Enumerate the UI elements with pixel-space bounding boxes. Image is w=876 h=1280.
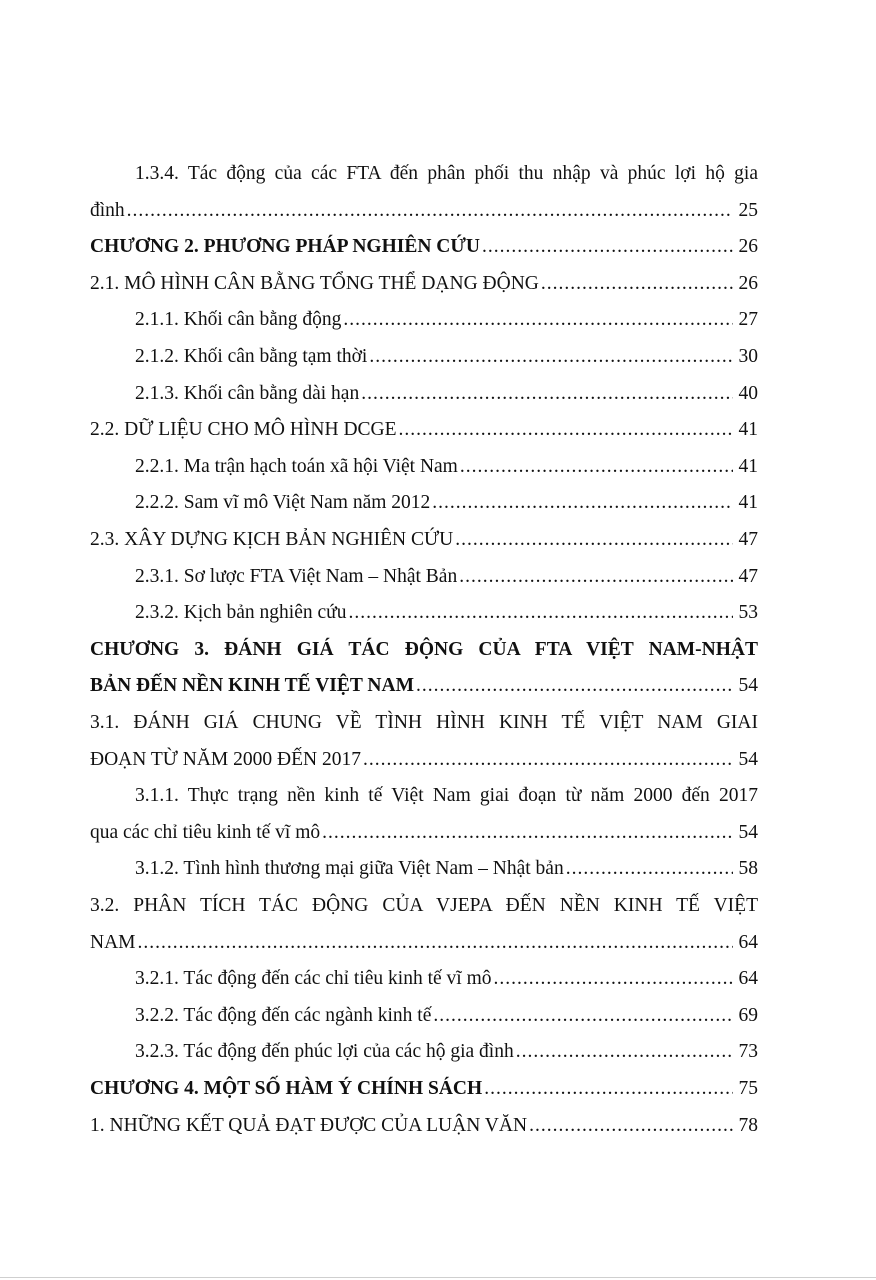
dot-leader [516, 1041, 733, 1063]
toc-entry-title: 3.1. ĐÁNH GIÁ CHUNG VỀ TÌNH HÌNH KINH TẾ VIỆT NAM GIAI [90, 712, 758, 733]
dot-leader [460, 456, 733, 478]
toc-page-number: 30 [738, 346, 758, 367]
toc-entry-title: 2.1.3. Khối cân bằng dài hạn [135, 383, 360, 404]
toc-entry-title: 3.2. PHÂN TÍCH TÁC ĐỘNG CỦA VJEPA ĐẾN NỀN KINH TẾ VIỆT [90, 895, 758, 916]
dot-leader [433, 1005, 733, 1027]
dot-leader [459, 566, 733, 588]
toc-entry[interactable] [90, 521, 758, 551]
dot-leader [541, 273, 733, 295]
dot-leader [484, 1078, 733, 1100]
toc-entry-title: 3.1.2. Tình hình thương mại giữa Việt Nam – Nhật bản [135, 858, 564, 879]
dot-leader [494, 968, 733, 990]
dot-leader [399, 419, 733, 441]
dot-leader [566, 858, 733, 880]
dot-leader [455, 529, 733, 551]
toc-page-number: 53 [738, 602, 758, 623]
toc-entry[interactable] [90, 667, 758, 697]
toc-entry-title: 2.3.2. Kịch bản nghiên cứu [135, 602, 347, 623]
toc-page-number: 47 [738, 529, 758, 550]
toc-entry-title: ĐOẠN TỪ NĂM 2000 ĐẾN 2017 [90, 749, 361, 770]
toc-page-number: 64 [738, 932, 758, 953]
toc-page-number: 54 [738, 822, 758, 843]
toc-entry[interactable] [90, 411, 758, 441]
toc-entry[interactable] [90, 192, 758, 222]
toc-entry-title: 2.2.1. Ma trận hạch toán xã hội Việt Nam [135, 456, 458, 477]
toc-entry-title: đình [90, 200, 125, 221]
toc-entry-title: 3.2.3. Tác động đến phúc lợi của các hộ gia đình [135, 1041, 514, 1062]
toc-entry-title: 2.1. MÔ HÌNH CÂN BẰNG TỔNG THỂ DẠNG ĐỘNG [90, 273, 539, 294]
toc-entry-title: 3.1.1. Thực trạng nền kinh tế Việt Nam giai đoạn từ năm 2000 đến 2017 [135, 785, 758, 806]
dot-leader [529, 1115, 733, 1137]
dot-leader [348, 602, 733, 624]
toc-entry[interactable] [90, 338, 758, 368]
toc-entry-title: NAM [90, 932, 136, 953]
toc-entry-title: 3.2.2. Tác động đến các ngành kinh tế [135, 1005, 432, 1026]
toc-entry-line[interactable] [90, 704, 758, 734]
toc-entry[interactable] [90, 228, 758, 258]
toc-page-number: 41 [738, 492, 758, 513]
toc-page-number: 73 [738, 1041, 758, 1062]
toc-entry-title: 2.3. XÂY DỰNG KỊCH BẢN NGHIÊN CỨU [90, 529, 454, 550]
toc-entry[interactable] [90, 924, 758, 954]
toc-entry-title: 2.3.1. Sơ lược FTA Việt Nam – Nhật Bản [135, 566, 458, 587]
dot-leader [416, 675, 733, 697]
toc-entry-title: 2.1.1. Khối cân bằng động [135, 309, 342, 330]
toc-entry-title: qua các chỉ tiêu kinh tế vĩ mô [90, 822, 321, 843]
dot-leader [361, 383, 733, 405]
toc-page-number: 58 [738, 858, 758, 879]
toc-entry-line[interactable] [90, 887, 758, 917]
dot-leader [127, 200, 733, 222]
toc-page-number: 41 [738, 419, 758, 440]
toc-entry-title: 1. NHỮNG KẾT QUẢ ĐẠT ĐƯỢC CỦA LUẬN VĂN [90, 1115, 528, 1136]
dot-leader [482, 236, 733, 258]
toc-entry[interactable] [90, 265, 758, 295]
toc-page-number: 47 [738, 566, 758, 587]
toc-page-number: 25 [738, 200, 758, 221]
toc-page-number: 69 [738, 1005, 758, 1026]
toc-page-number: 54 [738, 675, 758, 696]
dot-leader [369, 346, 733, 368]
toc-entry[interactable] [90, 484, 758, 514]
toc-entry[interactable] [90, 741, 758, 771]
toc-entry[interactable] [90, 301, 758, 331]
toc-entry[interactable] [90, 814, 758, 844]
toc-page-number: 64 [738, 968, 758, 989]
page-bottom-edge [0, 1277, 876, 1278]
toc-entry-title: CHƯƠNG 2. PHƯƠNG PHÁP NGHIÊN CỨU [90, 236, 480, 257]
dot-leader [343, 309, 733, 331]
toc-entry[interactable] [90, 558, 758, 588]
toc-page-number: 26 [738, 236, 758, 257]
toc-entry-title: 3.2.1. Tác động đến các chỉ tiêu kinh tế vĩ mô [135, 968, 492, 989]
toc-page-number: 40 [738, 383, 758, 404]
toc-entry-title: 2.2.2. Sam vĩ mô Việt Nam năm 2012 [135, 492, 431, 513]
toc-page-number: 54 [738, 749, 758, 770]
dot-leader [138, 932, 733, 954]
toc-page-number: 41 [738, 456, 758, 477]
toc-page-number: 78 [738, 1115, 758, 1136]
toc-entry[interactable] [90, 594, 758, 624]
toc-entry[interactable] [90, 850, 758, 880]
toc-entry[interactable] [90, 1107, 758, 1137]
toc-entry-line[interactable] [90, 631, 758, 661]
toc-entry-title: 1.3.4. Tác động của các FTA đến phân phối thu nhập và phúc lợi hộ gia [135, 163, 758, 184]
toc-entry[interactable] [90, 997, 758, 1027]
toc-entry[interactable] [90, 960, 758, 990]
toc-entry-title: BẢN ĐẾN NỀN KINH TẾ VIỆT NAM [90, 675, 414, 696]
toc-entry-line[interactable] [90, 155, 758, 185]
dot-leader [322, 822, 733, 844]
toc-entry-title: CHƯƠNG 3. ĐÁNH GIÁ TÁC ĐỘNG CỦA FTA VIỆT NAM-NHẬT [90, 639, 758, 660]
dot-leader [363, 749, 733, 771]
toc-page-number: 75 [738, 1078, 758, 1099]
toc-entry[interactable] [90, 448, 758, 478]
toc-entry-title: 2.2. DỮ LIỆU CHO MÔ HÌNH DCGE [90, 419, 397, 440]
toc-entry[interactable] [90, 375, 758, 405]
toc-page-number: 27 [738, 309, 758, 330]
toc-entry[interactable] [90, 1070, 758, 1100]
toc-entry-line[interactable] [90, 777, 758, 807]
dot-leader [432, 492, 733, 514]
toc-entry[interactable] [90, 1033, 758, 1063]
toc-entry-title: 2.1.2. Khối cân bằng tạm thời [135, 346, 368, 367]
toc-page-number: 26 [738, 273, 758, 294]
toc-entry-title: CHƯƠNG 4. MỘT SỐ HÀM Ý CHÍNH SÁCH [90, 1078, 483, 1099]
